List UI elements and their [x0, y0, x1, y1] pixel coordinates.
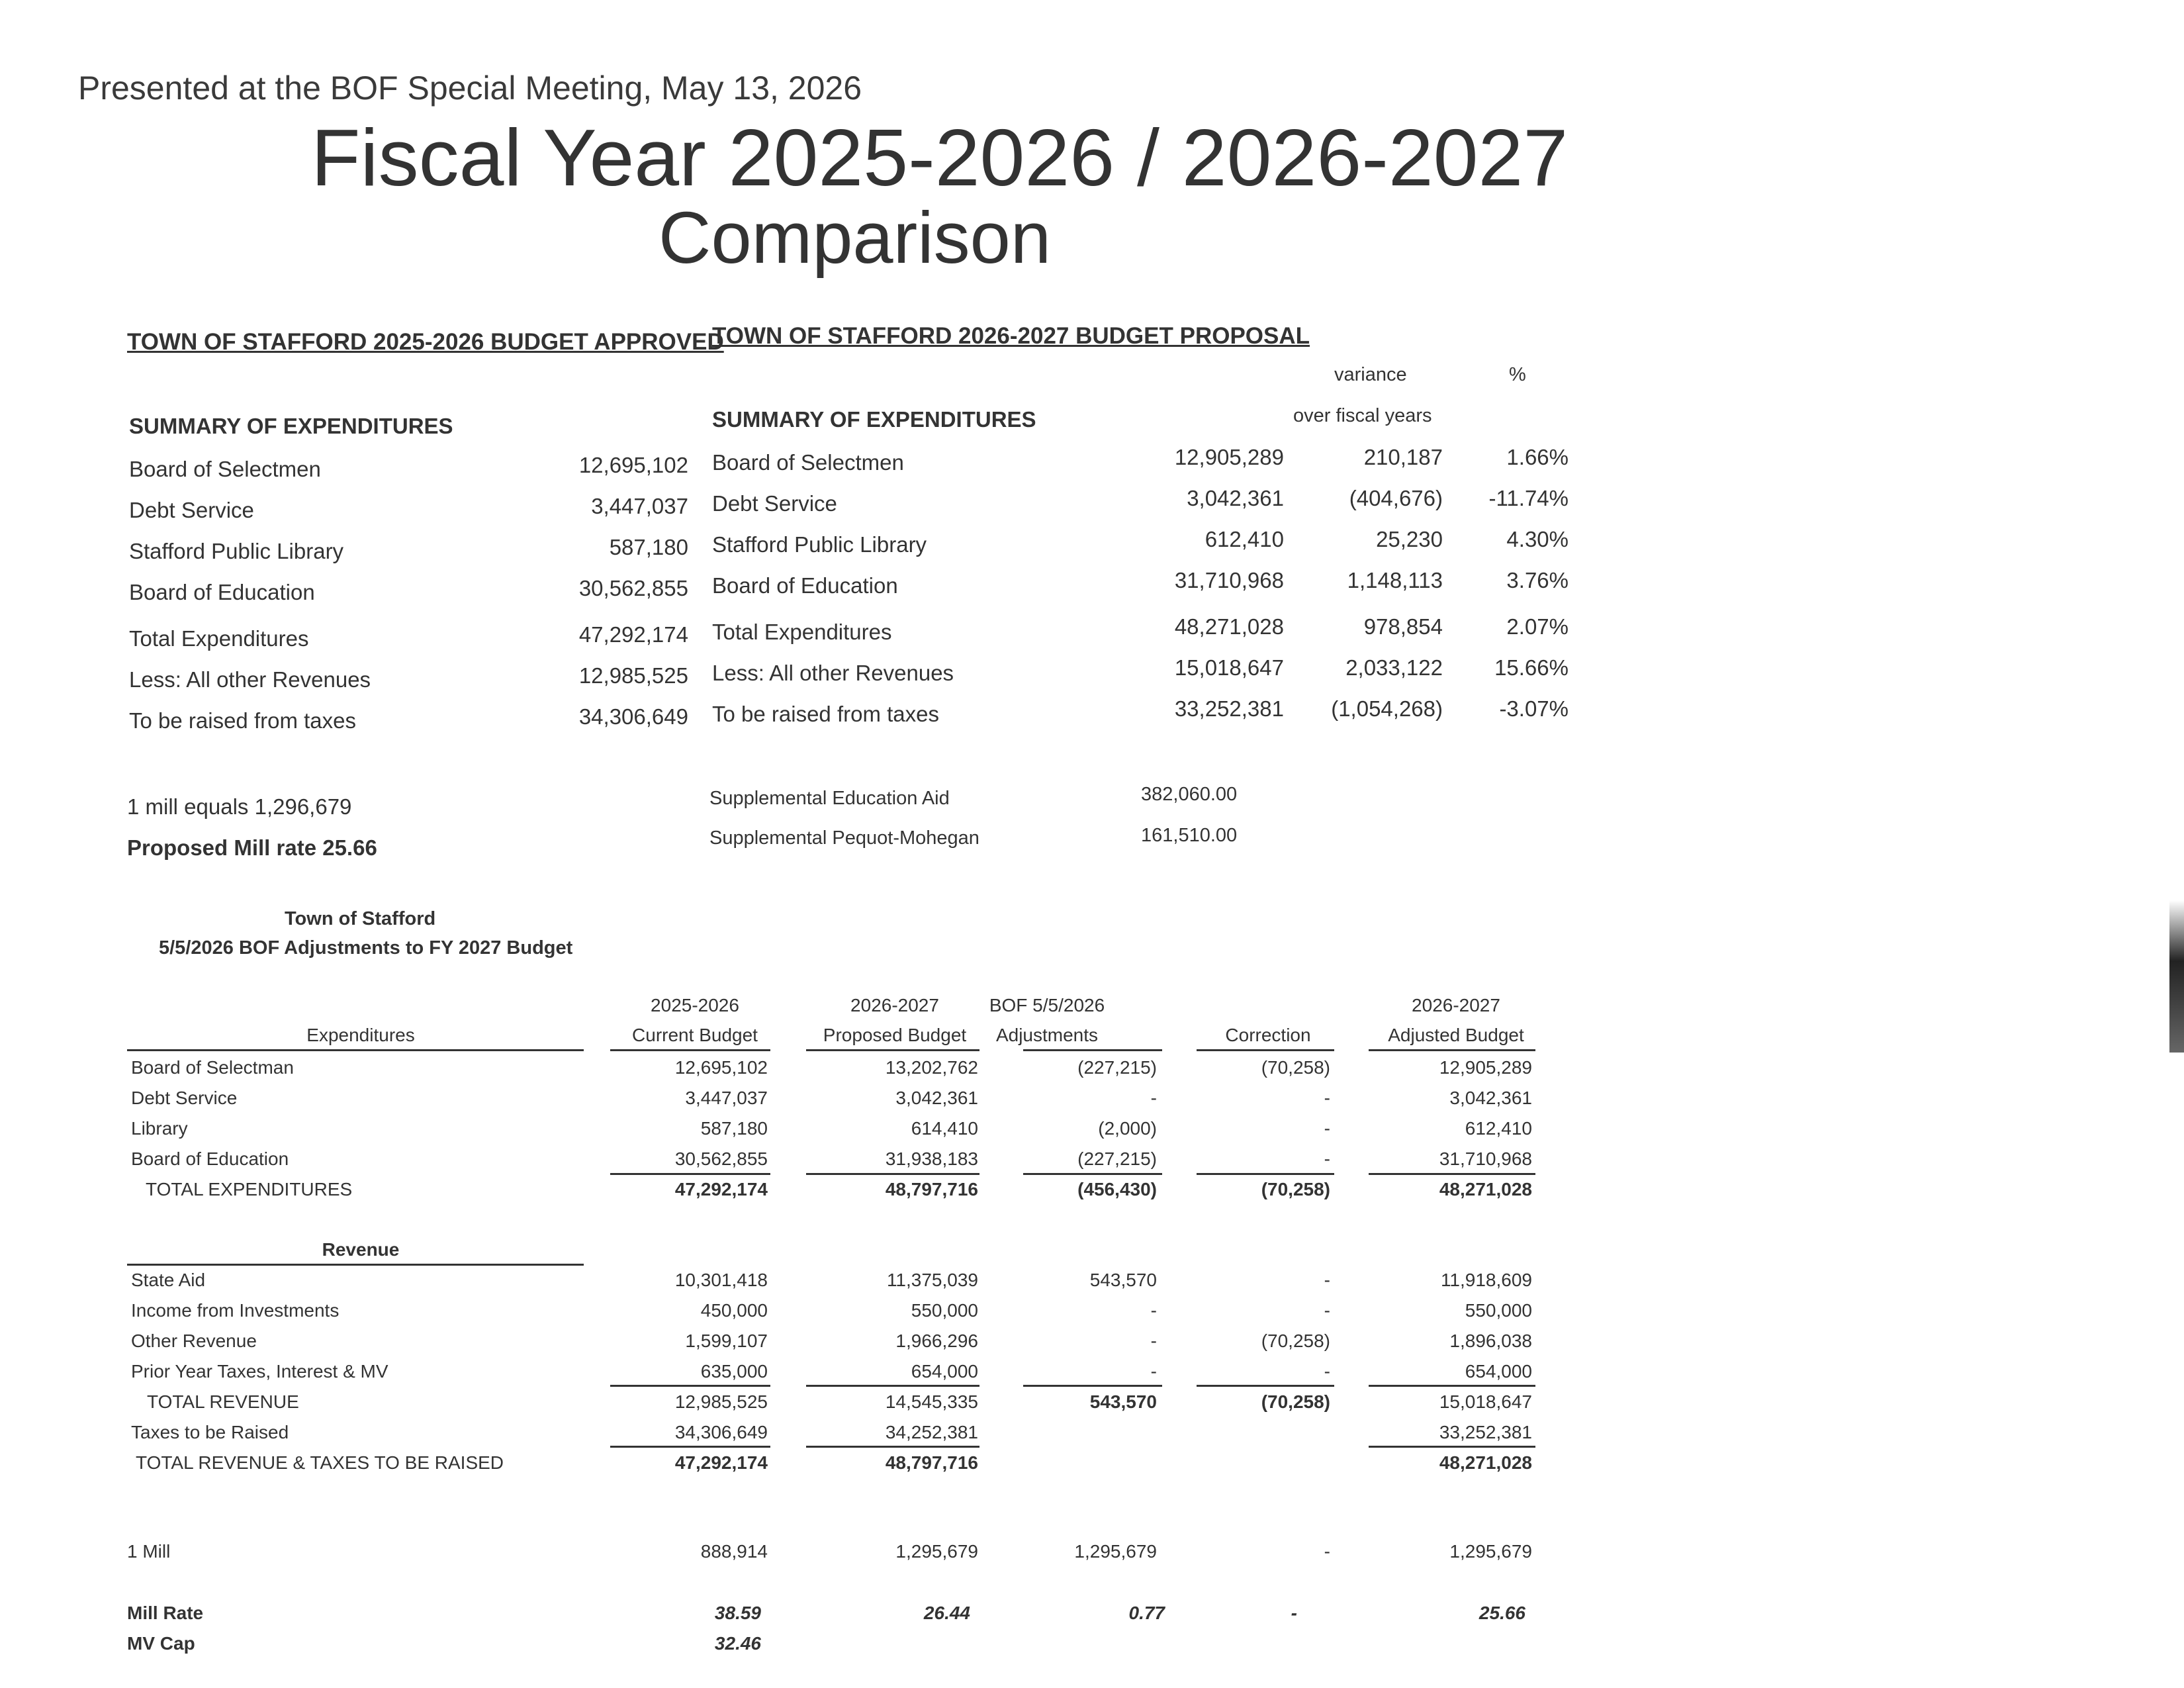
total-revenue-value: (70,258) [1261, 1391, 1330, 1412]
row-value: - [1150, 1361, 1157, 1382]
column-header-top: 2026-2027 [850, 995, 939, 1015]
row-value: - [1324, 1149, 1330, 1169]
summary-right-value: 33,252,381 [1174, 696, 1284, 721]
summary-left-label: Less: All other Revenues [129, 667, 371, 692]
percent-header: % [1509, 364, 1526, 385]
summary-variance-value: 210,187 [1363, 445, 1443, 469]
over-fiscal-years-header: over fiscal years [1293, 405, 1432, 426]
row-value: - [1324, 1118, 1330, 1139]
mill-value: 1,295,679 [895, 1541, 978, 1562]
page-title: Fiscal Year 2025-2026 / 2026-2027 [311, 113, 1569, 203]
total-expenditures-label: TOTAL EXPENDITURES [146, 1179, 353, 1199]
row-value: - [1150, 1300, 1157, 1321]
row-value: 12,905,289 [1439, 1057, 1532, 1078]
row-value: 11,375,039 [886, 1270, 978, 1290]
presented-note: Presented at the BOF Special Meeting, May 13, 2026 [78, 70, 862, 107]
supp-education-aid-value: 382,060.00 [1141, 784, 1238, 805]
summary-percent-value: 15.66% [1494, 655, 1569, 680]
summary-left-label: Debt Service [129, 498, 254, 522]
proposed-mill-rate-note: Proposed Mill rate 25.66 [127, 835, 377, 860]
summary-variance-value: 25,230 [1376, 527, 1443, 551]
summary-variance-value: 2,033,122 [1345, 655, 1443, 680]
total-underline [806, 1173, 979, 1175]
summary-right-label: Stafford Public Library [712, 532, 927, 557]
summary-left-value: 34,306,649 [578, 704, 688, 729]
summary-percent-value: 4.30% [1506, 527, 1569, 551]
summary-percent-value: 2.07% [1506, 614, 1569, 639]
row-value: 3,042,361 [895, 1088, 978, 1108]
total-underline [610, 1173, 770, 1175]
summary-right-label: Debt Service [712, 491, 837, 516]
summary-percent-value: -11.74% [1488, 486, 1569, 510]
summary-left-value: 47,292,174 [578, 622, 688, 647]
expenditures-header: Expenditures [306, 1025, 415, 1045]
revenue-total-underline [1197, 1385, 1334, 1387]
mill-value: 888,914 [700, 1541, 768, 1562]
summary-expenditures-right: SUMMARY OF EXPENDITURES [712, 407, 1036, 432]
row-label: Board of Selectman [131, 1057, 294, 1078]
row-value: (227,215) [1077, 1149, 1157, 1169]
scan-edge-artifact [2169, 900, 2184, 1053]
mill-equals-note: 1 mill equals 1,296,679 [127, 794, 352, 819]
row-value: 543,570 [1089, 1270, 1157, 1290]
approved-budget-header: TOWN OF STAFFORD 2025-2026 BUDGET APPROVED [127, 329, 724, 355]
row-label: Library [131, 1118, 188, 1139]
rev-taxes-underline [1369, 1446, 1535, 1448]
mill-rate-value: - [1291, 1603, 1297, 1623]
summary-percent-value: -3.07% [1499, 696, 1569, 721]
mill-rate-value: 26.44 [923, 1603, 970, 1623]
rev-taxes-underline [806, 1446, 979, 1448]
summary-left-value: 12,695,102 [578, 453, 688, 477]
supp-pequot-label: Supplemental Pequot-Mohegan [709, 827, 979, 849]
mill-rate-value: 38.59 [714, 1603, 761, 1623]
total-expenditures-value: 48,271,028 [1439, 1179, 1532, 1199]
summary-right-value: 3,042,361 [1187, 486, 1284, 510]
row-value: 3,042,361 [1449, 1088, 1532, 1108]
total-rev-taxes-value: 48,271,028 [1439, 1452, 1532, 1473]
summary-right-label: To be raised from taxes [712, 702, 939, 726]
total-revenue-value: 543,570 [1089, 1391, 1157, 1412]
summary-percent-value: 1.66% [1506, 445, 1569, 469]
summary-left-value: 12,985,525 [578, 663, 688, 688]
total-expenditures-value: (456,430) [1077, 1179, 1157, 1199]
revenue-total-underline [1369, 1385, 1535, 1387]
row-value: 13,202,762 [885, 1057, 978, 1078]
summary-variance-value: 1,148,113 [1347, 568, 1443, 592]
row-value: (2,000) [1098, 1118, 1157, 1139]
summary-right-value: 48,271,028 [1174, 614, 1284, 639]
column-header-top: 2026-2027 [1412, 995, 1500, 1015]
row-label: Debt Service [131, 1088, 238, 1108]
row-value: 587,180 [700, 1118, 768, 1139]
row-value: 550,000 [911, 1300, 978, 1321]
row-value: 550,000 [1465, 1300, 1532, 1321]
row-value: 12,695,102 [674, 1057, 768, 1078]
row-value: - [1324, 1088, 1330, 1108]
revenue-total-underline [806, 1385, 979, 1387]
summary-right-label: Less: All other Revenues [712, 661, 954, 685]
taxes-value: 33,252,381 [1439, 1422, 1532, 1442]
column-header-underline [1023, 1049, 1162, 1051]
proposed-budget-header: TOWN OF STAFFORD 2026-2027 BUDGET PROPOSAL [712, 323, 1310, 349]
summary-left-value: 587,180 [609, 535, 688, 559]
row-value: 11,918,609 [1440, 1270, 1532, 1290]
row-value: 31,938,183 [885, 1149, 978, 1169]
adjustments-subtitle: 5/5/2026 BOF Adjustments to FY 2027 Budget [159, 937, 573, 959]
column-header-underline [1369, 1049, 1535, 1051]
row-label: State Aid [131, 1270, 206, 1290]
column-header-top: BOF 5/5/2026 [989, 995, 1105, 1015]
summary-left-label: Total Expenditures [129, 626, 309, 651]
expenditures-header-underline [127, 1049, 584, 1051]
column-header-underline [610, 1049, 770, 1051]
total-rev-taxes-value: 48,797,716 [885, 1452, 978, 1473]
row-value: - [1150, 1088, 1157, 1108]
revenue-total-underline [610, 1385, 770, 1387]
row-label: Income from Investments [131, 1300, 340, 1321]
total-underline [1023, 1173, 1162, 1175]
row-value: 30,562,855 [674, 1149, 768, 1169]
row-value: 654,000 [911, 1361, 978, 1382]
summary-right-value: 15,018,647 [1174, 655, 1284, 680]
row-value: 31,710,968 [1439, 1149, 1532, 1169]
summary-percent-value: 3.76% [1506, 568, 1569, 592]
column-header-bottom: Current Budget [632, 1025, 758, 1045]
total-expenditures-value: 48,797,716 [885, 1179, 978, 1199]
supp-education-aid-label: Supplemental Education Aid [709, 788, 950, 809]
supp-pequot-value: 161,510.00 [1141, 825, 1238, 846]
row-value: 614,410 [911, 1118, 978, 1139]
row-value: - [1150, 1331, 1157, 1351]
row-value: 635,000 [700, 1361, 768, 1382]
row-label: Other Revenue [131, 1331, 257, 1351]
row-value: 3,447,037 [685, 1088, 768, 1108]
total-revenue-value: 15,018,647 [1439, 1391, 1532, 1412]
variance-header: variance [1334, 364, 1407, 385]
mill-rate-value: 0.77 [1128, 1603, 1165, 1623]
summary-variance-value: 978,854 [1363, 614, 1443, 639]
column-header-top: 2025-2026 [651, 995, 739, 1015]
taxes-value: 34,252,381 [885, 1422, 978, 1442]
row-value: 1,896,038 [1449, 1331, 1532, 1351]
row-value: (70,258) [1261, 1057, 1330, 1078]
row-value: 10,301,418 [674, 1270, 768, 1290]
summary-right-label: Board of Education [712, 573, 898, 598]
total-rev-taxes-value: 47,292,174 [674, 1452, 768, 1473]
row-value: 1,966,296 [895, 1331, 978, 1351]
summary-expenditures-left: SUMMARY OF EXPENDITURES [129, 414, 453, 438]
total-expenditures-value: (70,258) [1261, 1179, 1330, 1199]
row-value: 654,000 [1465, 1361, 1532, 1382]
total-revenue-value: 12,985,525 [674, 1391, 768, 1412]
row-value: 450,000 [700, 1300, 768, 1321]
column-header-bottom: Correction [1225, 1025, 1311, 1045]
mv-cap-value: 32.46 [714, 1633, 761, 1654]
mill-rate-value: 25.66 [1479, 1603, 1525, 1623]
summary-right-label: Total Expenditures [712, 620, 892, 644]
summary-right-value: 31,710,968 [1174, 568, 1284, 592]
summary-left-label: Board of Selectmen [129, 457, 321, 481]
row-value: (227,215) [1077, 1057, 1157, 1078]
mill-rate-label: Mill Rate [127, 1603, 204, 1623]
summary-right-value: 12,905,289 [1174, 445, 1284, 469]
row-label: Board of Education [131, 1149, 289, 1169]
mill-value: - [1324, 1541, 1330, 1562]
column-header-bottom: Adjustments [995, 1025, 1099, 1045]
row-value: - [1324, 1270, 1330, 1290]
row-value: - [1324, 1300, 1330, 1321]
summary-variance-value: (404,676) [1349, 486, 1443, 510]
mill-label: 1 Mill [127, 1541, 171, 1562]
total-underline [1197, 1173, 1334, 1175]
total-rev-taxes-label: TOTAL REVENUE & TAXES TO BE RAISED [136, 1452, 504, 1473]
row-value: 1,599,107 [685, 1331, 768, 1351]
total-revenue-value: 14,545,335 [885, 1391, 978, 1412]
column-header-underline [806, 1049, 979, 1051]
total-expenditures-value: 47,292,174 [674, 1179, 768, 1199]
taxes-value: 34,306,649 [674, 1422, 768, 1442]
total-revenue-label: TOTAL REVENUE [147, 1391, 299, 1412]
summary-right-label: Board of Selectmen [712, 450, 904, 475]
summary-left-value: 3,447,037 [591, 494, 688, 518]
summary-variance-value: (1,054,268) [1331, 696, 1443, 721]
page-subtitle: Comparison [659, 197, 1052, 279]
mv-cap-label: MV Cap [127, 1633, 195, 1654]
row-label: Prior Year Taxes, Interest & MV [131, 1361, 388, 1382]
summary-left-label: Stafford Public Library [129, 539, 344, 563]
summary-left-label: Board of Education [129, 580, 315, 604]
taxes-label: Taxes to be Raised [131, 1422, 289, 1442]
column-header-bottom: Proposed Budget [823, 1025, 967, 1045]
summary-left-value: 30,562,855 [578, 576, 688, 600]
summary-left-label: To be raised from taxes [129, 708, 356, 733]
total-underline [1369, 1173, 1535, 1175]
column-header-bottom: Adjusted Budget [1388, 1025, 1524, 1045]
revenue-total-underline [1023, 1385, 1162, 1387]
row-value: (70,258) [1261, 1331, 1330, 1351]
revenue-header: Revenue [322, 1239, 400, 1260]
column-header-underline [1197, 1049, 1334, 1051]
row-value: - [1324, 1361, 1330, 1382]
row-value: 612,410 [1465, 1118, 1532, 1139]
mill-value: 1,295,679 [1449, 1541, 1532, 1562]
mill-value: 1,295,679 [1074, 1541, 1157, 1562]
adjustments-title: Town of Stafford [285, 908, 436, 929]
revenue-header-underline [127, 1264, 584, 1266]
rev-taxes-underline [610, 1446, 770, 1448]
summary-right-value: 612,410 [1205, 527, 1284, 551]
